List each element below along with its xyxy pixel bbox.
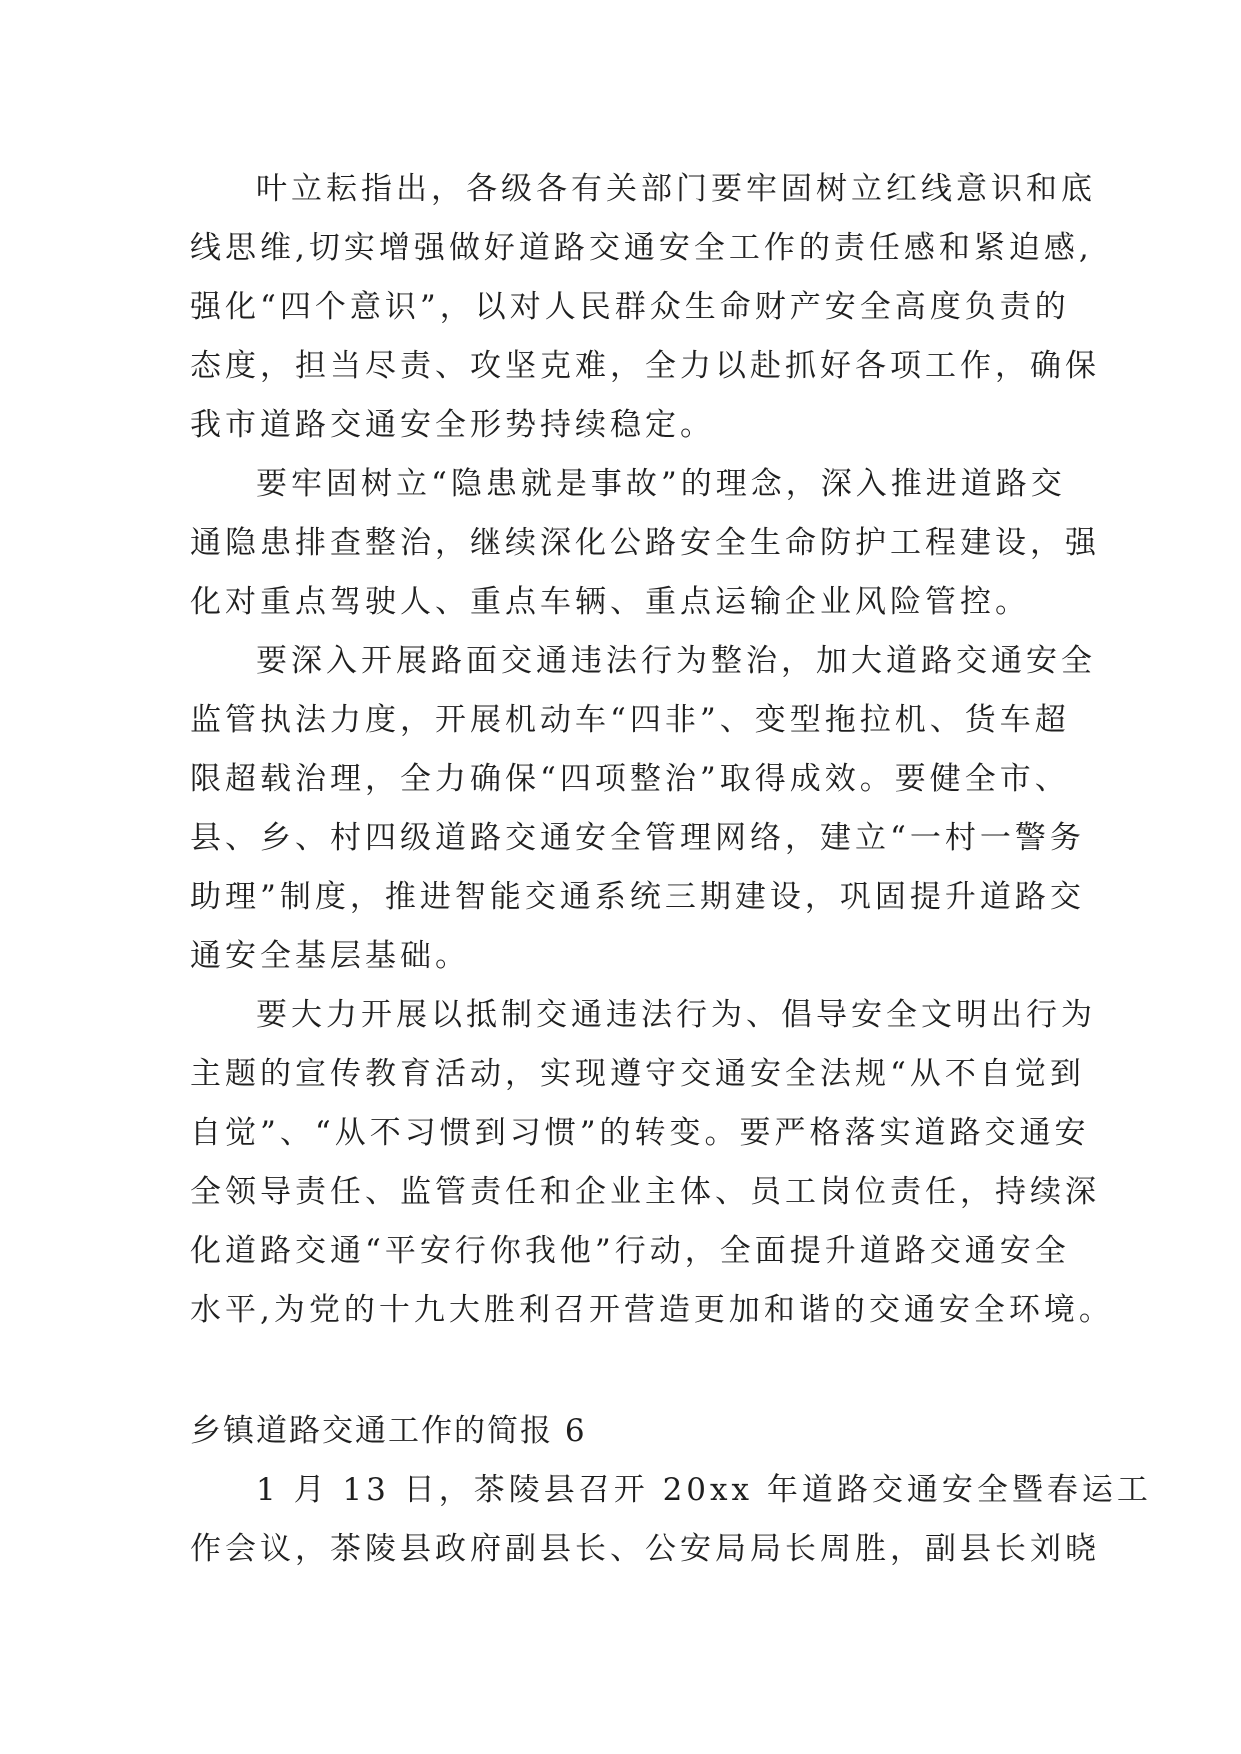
paragraph-line: 监管执法力度，开展机动车“四非”、变型拖拉机、货车超 — [190, 702, 1070, 738]
paragraph-line: 通隐患排查整治，继续深化公路安全生命防护工程建设，强 — [190, 525, 1100, 561]
paragraph-line: 要牢固树立“隐患就是事故”的理念，深入推进道路交 — [256, 466, 1066, 502]
paragraph-2 — [190, 455, 1100, 632]
paragraph-line: 态度，担当尽责、攻坚克难，全力以赴抓好各项工作，确保 — [190, 348, 1100, 384]
paragraph-4 — [190, 986, 1114, 1340]
paragraph-5 — [190, 1461, 1152, 1579]
paragraph-line: 强化“四个意识”，以对人民群众生命财产安全高度负责的 — [190, 289, 1070, 325]
paragraph-line: 化对重点驾驶人、重点车辆、重点运输企业风险管控。 — [190, 584, 1030, 620]
paragraph-line: 助理”制度，推进智能交通系统三期建设，巩固提升道路交 — [190, 879, 1085, 915]
section-heading: 乡镇道路交通工作的简报 6 — [190, 1413, 587, 1449]
paragraph-line: 全领导责任、监管责任和企业主体、员工岗位责任，持续深 — [190, 1174, 1100, 1210]
paragraph-line: 要大力开展以抵制交通违法行为、倡导安全文明出行为 — [256, 997, 1096, 1033]
paragraph-1 — [190, 160, 1100, 455]
paragraph-line: 限超载治理，全力确保“四项整治”取得成效。要健全市、 — [190, 761, 1070, 797]
paragraph-line: 要深入开展路面交通违法行为整治，加大道路交通安全 — [256, 643, 1096, 679]
paragraph-line: 我市道路交通安全形势持续稳定。 — [190, 407, 715, 443]
paragraph-line: 线思维,切实增强做好道路交通安全工作的责任感和紧迫感, — [190, 230, 1093, 266]
paragraph-line: 县、乡、村四级道路交通安全管理网络，建立“一村一警务 — [190, 820, 1085, 856]
paragraph-line: 通安全基层基础。 — [190, 938, 470, 974]
paragraph-line: 水平,为党的十九大胜利召开营造更加和谐的交通安全环境。 — [190, 1292, 1114, 1328]
document-body — [190, 160, 1152, 1579]
paragraph-line: 主题的宣传教育活动，实现遵守交通安全法规“从不自觉到 — [190, 1056, 1085, 1092]
paragraph-line: 作会议，茶陵县政府副县长、公安局局长周胜，副县长刘晓 — [190, 1531, 1100, 1567]
paragraph-3 — [190, 632, 1096, 986]
paragraph-line: 化道路交通“平安行你我他”行动，全面提升道路交通安全 — [190, 1233, 1070, 1269]
paragraph-line: 1 月 13 日，茶陵县召开 20xx 年道路交通安全暨春运工 — [256, 1472, 1152, 1508]
paragraph-line: 自觉”、“从不习惯到习惯”的转变。要严格落实道路交通安 — [190, 1115, 1090, 1151]
paragraph-line: 叶立耘指出，各级各有关部门要牢固树立红线意识和底 — [256, 171, 1096, 207]
